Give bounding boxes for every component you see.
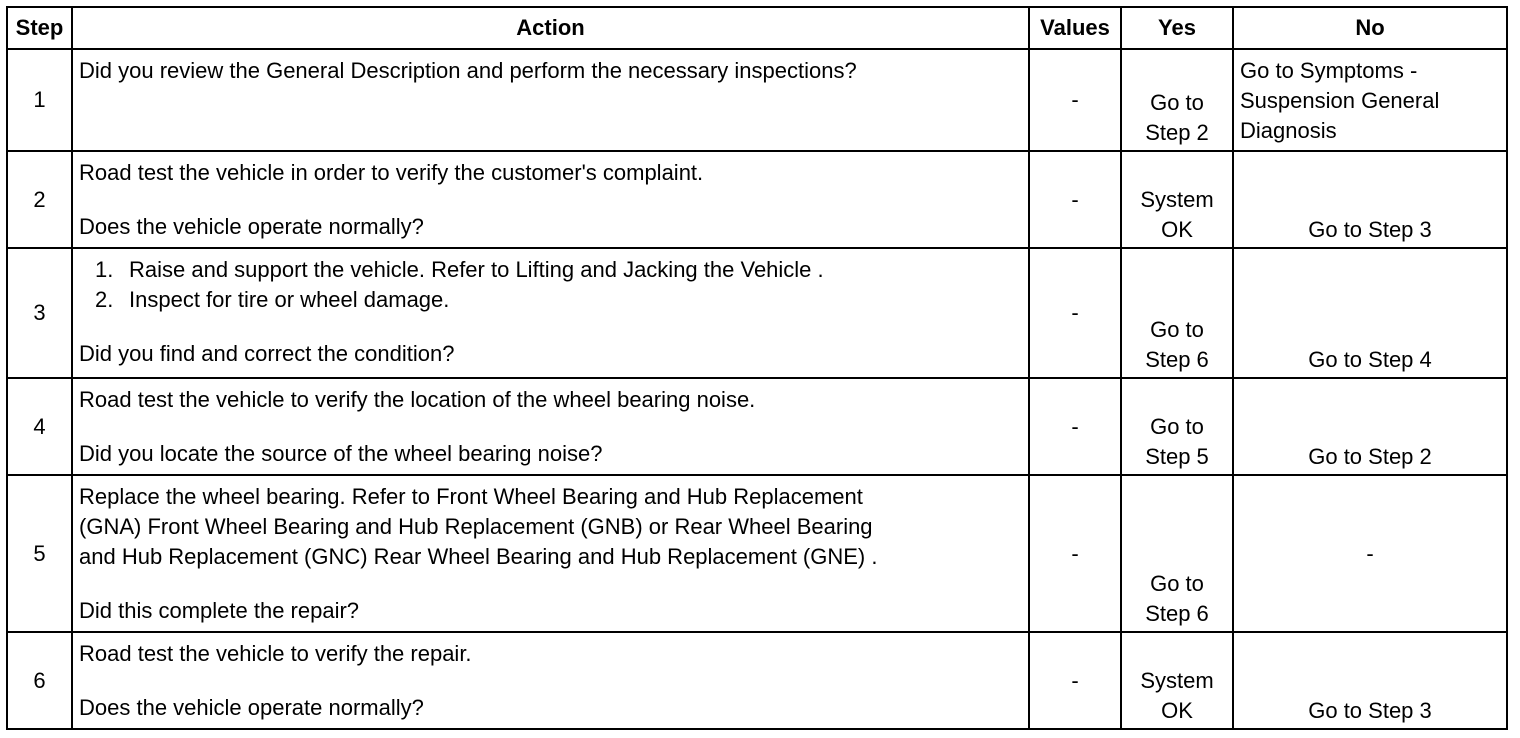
yes-cell [1121,151,1233,248]
action-cell [72,248,1029,378]
table-row [7,151,1507,248]
values-cell: - [1029,248,1121,378]
header-values: Values [1029,7,1121,49]
step-number: 1 [7,49,72,151]
no-text: Go to Step 2 [1308,444,1432,469]
list-number: 2. [95,287,114,312]
no-text: Go to Step 4 [1308,347,1432,372]
yes-text: OK [1161,217,1193,242]
table-row [7,632,1507,729]
values-cell: - [1029,151,1121,248]
no-text: Suspension General [1240,88,1440,113]
table-row [7,475,1507,632]
action-cell [72,475,1029,632]
yes-text: Step 5 [1145,444,1209,469]
yes-text: Step 6 [1145,347,1209,372]
no-cell [1233,475,1507,632]
no-text: - [1366,540,1374,566]
action-question: Did you find and correct the condition? [79,341,455,366]
header-row [7,7,1507,49]
step-number: 6 [7,632,72,729]
table-row [7,49,1507,151]
yes-cell [1121,475,1233,632]
yes-cell [1121,632,1233,729]
yes-text: Step 2 [1145,120,1209,145]
yes-text: OK [1161,698,1193,723]
yes-text: Go to [1150,571,1204,596]
step-number: 4 [7,378,72,475]
action-question: Does the vehicle operate normally? [79,695,424,720]
values-cell: - [1029,632,1121,729]
header-yes: Yes [1121,7,1233,49]
action-cell [72,378,1029,475]
action-text: Road test the vehicle to verify the location of the wheel bearing noise. [79,387,756,412]
action-text: and Hub Replacement (GNC) Rear Wheel Bearing and Hub Replacement (GNE) . [79,544,878,569]
no-text: Go to Step 3 [1308,698,1432,723]
list-item [95,285,1022,315]
no-cell [1233,248,1507,378]
no-text: Diagnosis [1240,118,1337,143]
action-text: Road test the vehicle to verify the repair. [79,641,472,666]
list-text: Inspect for tire or wheel damage. [129,287,450,312]
yes-text: Step 6 [1145,601,1209,626]
list-text: Raise and support the vehicle. Refer to Lifting and Jacking the Vehicle . [129,257,824,282]
step-number: 5 [7,475,72,632]
action-text: Replace the wheel bearing. Refer to Front Wheel Bearing and Hub Replacement [79,484,863,509]
header-action: Action [72,7,1029,49]
no-text: Go to Symptoms - [1240,58,1418,83]
no-cell [1233,632,1507,729]
action-text: Did you review the General Description and perform the necessary inspections? [79,58,857,83]
yes-text: Go to [1150,414,1204,439]
action-text: Road test the vehicle in order to verify the customer's complaint. [79,160,704,185]
action-text: (GNA) Front Wheel Bearing and Hub Replacement (GNB) or Rear Wheel Bearing [79,514,873,539]
list-number: 1. [95,257,114,282]
yes-cell [1121,378,1233,475]
action-cell [72,151,1029,248]
no-cell [1233,49,1507,151]
yes-cell [1121,49,1233,151]
table-row [7,248,1507,378]
values-cell: - [1029,378,1121,475]
yes-cell [1121,248,1233,378]
diagnostic-table [6,6,1508,730]
action-question: Did this complete the repair? [79,598,360,623]
yes-text: Go to [1150,317,1204,342]
action-question: Did you locate the source of the wheel bearing noise? [79,441,603,466]
table-row [7,378,1507,475]
header-no: No [1233,7,1507,49]
yes-text: Go to [1150,90,1204,115]
values-cell: - [1029,49,1121,151]
action-question: Does the vehicle operate normally? [79,214,424,239]
no-cell [1233,151,1507,248]
list-item [95,255,1022,285]
action-cell [72,49,1029,151]
step-number: 2 [7,151,72,248]
values-cell: - [1029,475,1121,632]
procedure-list [79,255,1022,315]
no-text: Go to Step 3 [1308,217,1432,242]
header-step: Step [7,7,72,49]
step-number: 3 [7,248,72,378]
yes-text: System [1140,668,1214,693]
action-cell [72,632,1029,729]
yes-text: System [1140,187,1214,212]
no-cell [1233,378,1507,475]
